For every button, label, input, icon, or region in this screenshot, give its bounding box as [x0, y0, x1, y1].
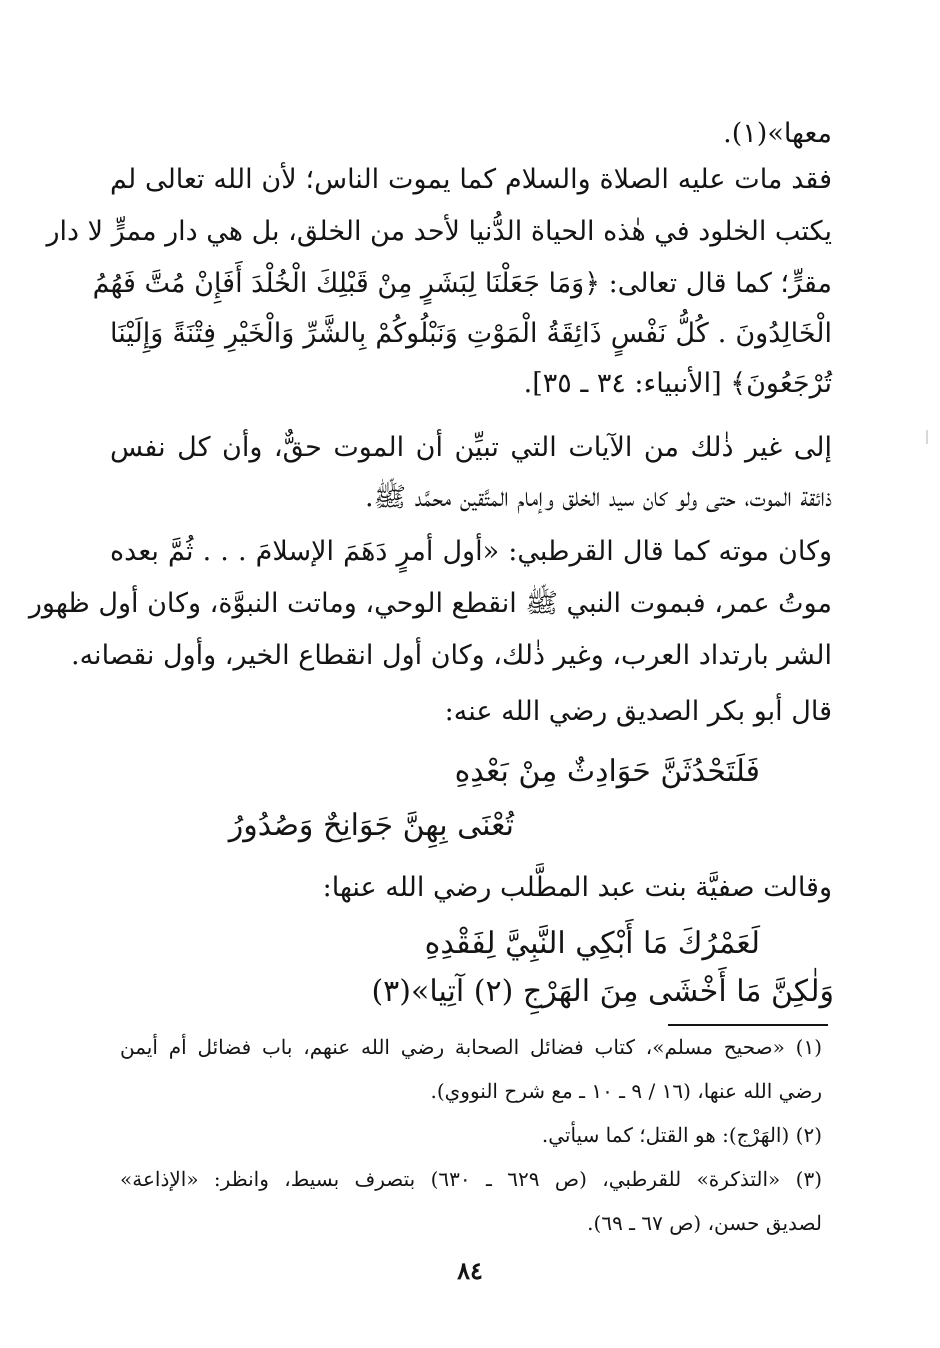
scan-artifact — [926, 430, 928, 444]
verse1-hemistich1: فَلَتَحْدُثَنَّ حَوَادِثٌ مِنْ بَعْدِهِ — [454, 754, 760, 789]
body-line-2: فقد مات عليه الصلاة والسلام كما يموت الناس؛ لأن الله تعالى لم — [110, 164, 832, 195]
footnote-1-line-2: رضي الله عنها، (١٦ / ٩ ـ ١٠ ـ مع شرح النووي). — [430, 1079, 822, 1103]
verse1-hemistich2: تُعْنَى بِهِنَّ جَوَانِحٌ وَصُدُورُ — [228, 808, 514, 843]
footnote-3-line-1: (٣) «التذكرة» للقرطبي، (ص ٦٢٩ ـ ٦٣٠) بتصرف بسيط، وانظر: «الإذاعة» — [120, 1167, 823, 1191]
body-line-1: معها»(١). — [723, 118, 832, 149]
body-line-11: الشر بارتداد العرب، وغير ذٰلك، وكان أول انقطاع الخير، وأول نقصانه. — [71, 640, 832, 671]
body-line-13: وقالت صفيَّة بنت عبد المطَّلب رضي الله عنها: — [322, 872, 832, 903]
footnote-2: (٢) (الهَرْج): هو القتل؛ كما سيأتي. — [541, 1123, 822, 1147]
verse2-hemistich1: لَعَمْرُكَ مَا أَبْكِي النَّبِيَّ لِفَقْدِهِ — [424, 926, 760, 961]
footnote-divider — [668, 1024, 828, 1026]
body-line-4: مقرٍّ؛ كما قال تعالى: ﴿وَمَا جَعَلْنَا لِبَشَرٍ مِنْ قَبْلِكَ الْخُلْدَ أَفَإِنْ مُتَّ فَهُمُ — [92, 268, 832, 299]
footnote-3-line-2: لصديق حسن، (ص ٦٧ ـ ٦٩). — [587, 1211, 822, 1235]
verse2-hemistich2: وَلٰكِنَّ مَا أَخْشَى مِنَ الهَرْجِ (٢) آتِيا»(٣) — [371, 974, 834, 1009]
footnote-1-line-1: (١) «صحيح مسلم»، كتاب فضائل الصحابة رضي الله عنهم، باب فضائل أم أيمن — [120, 1035, 822, 1059]
body-line-9: وكان موته كما قال القرطبي: «أول أمرٍ دَهَمَ الإسلامَ . . . ثُمَّ بعده — [110, 536, 832, 567]
page-number: ٨٤ — [457, 1256, 483, 1285]
body-line-12: قال أبو بكر الصديق رضي الله عنه: — [444, 696, 832, 727]
body-line-8: ذائقة الموت، حتى ولو كان سيد الخلق وإمام المتَّقين محمَّد ﷺ. — [364, 482, 832, 513]
body-line-6: تُرْجَعُونَ﴾ [الأنبياء: ٣٤ ـ ٣٥]. — [523, 368, 832, 399]
body-line-7: إلى غير ذٰلك من الآيات التي تبيِّن أن الموت حقٌّ، وأن كل نفس — [110, 432, 832, 463]
body-line-10: موتُ عمر، فبموت النبي ﷺ انقطع الوحي، وماتت النبوَّة، وكان أول ظهور — [28, 588, 832, 619]
body-line-5: الْخَالِدُونَ . كُلُّ نَفْسٍ ذَائِقَةُ الْمَوْتِ وَنَبْلُوكُمْ بِالشَّرِّ وَالْخَيْرِ فِتْنَةً وَإِلَيْنَا — [110, 318, 832, 349]
body-line-3: يكتب الخلود في هٰذه الحياة الدُّنيا لأحد من الخلق، بل هي دار ممرٍّ لا دار — [46, 216, 832, 247]
